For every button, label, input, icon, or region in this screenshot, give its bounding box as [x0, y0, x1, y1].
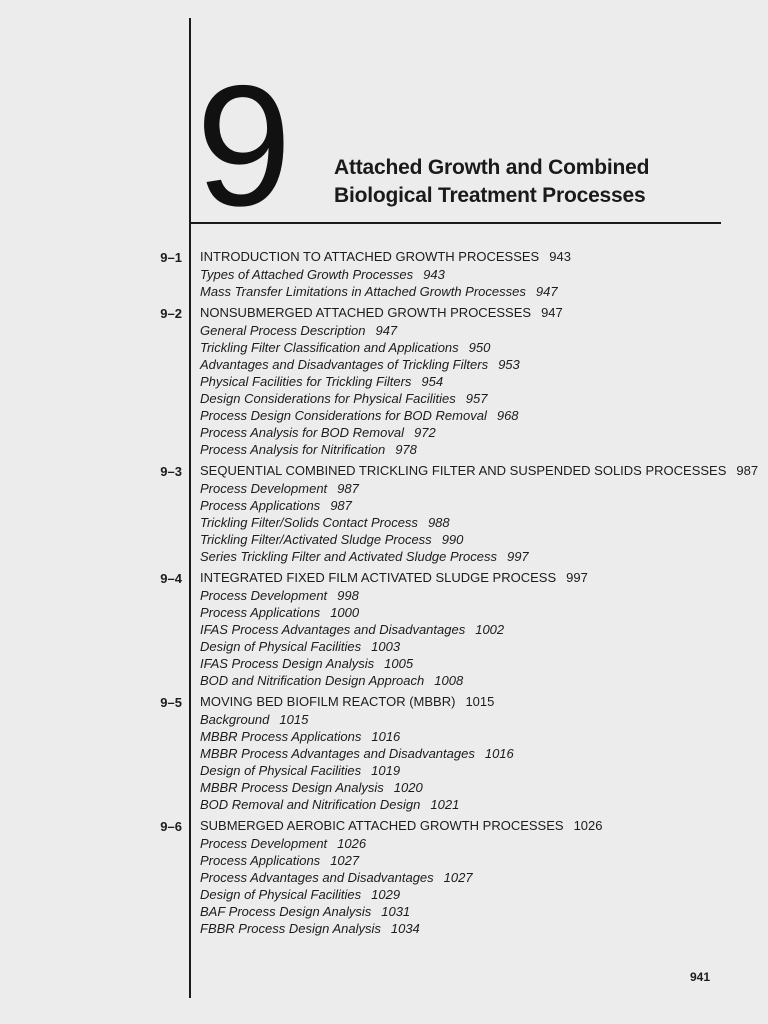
toc-entry: [200, 869, 768, 886]
toc-entry: [200, 587, 768, 604]
entry-page: 1008: [434, 673, 464, 688]
entry-title: Process Analysis for Nitrification: [200, 442, 386, 457]
entry-title: BOD and Nitrification Design Approach: [200, 673, 425, 688]
entry-page: 1016: [484, 746, 514, 761]
toc-entry: [200, 441, 768, 458]
entry-page: 987: [337, 481, 359, 496]
section-page: 987: [736, 463, 759, 478]
toc-entry: [200, 835, 768, 852]
section-heading: [200, 304, 768, 322]
entry-page: 988: [427, 515, 450, 530]
section-title: MOVING BED BIOFILM REACTOR (MBBR): [200, 694, 456, 709]
entry-title: Design of Physical Facilities: [200, 763, 362, 778]
chapter-title-line-2: Biological Treatment Processes: [334, 184, 646, 207]
entry-title: Process Applications: [200, 498, 321, 513]
section-page: 997: [566, 570, 588, 585]
section-number: 9–3: [160, 464, 182, 479]
page-number: 941: [690, 970, 711, 984]
entry-page: 1005: [384, 656, 414, 671]
toc-entry: [200, 655, 768, 672]
toc-entry: [200, 424, 768, 441]
section-heading: [200, 248, 768, 266]
toc-entry: [200, 480, 768, 497]
entry-page: 1029: [371, 887, 401, 902]
toc-entry: [200, 373, 768, 390]
entry-title: Design of Physical Facilities: [200, 887, 362, 902]
entry-page: 1027: [443, 870, 473, 885]
entry-title: Process Development: [200, 588, 328, 603]
entry-title: Background: [200, 712, 270, 727]
toc-entry: [200, 796, 768, 813]
section-title: INTEGRATED FIXED FILM ACTIVATED SLUDGE PROCESS: [200, 570, 557, 585]
entry-page: 997: [506, 549, 529, 564]
section-page: 1015: [465, 694, 495, 709]
section-number: 9–2: [160, 306, 182, 321]
entry-page: 1002: [475, 622, 505, 637]
entry-title: Process Applications: [200, 853, 321, 868]
entry-page: 1019: [371, 763, 401, 778]
entry-title: Types of Attached Growth Processes: [200, 267, 414, 282]
toc-entry: [200, 407, 768, 424]
entry-page: 998: [337, 588, 359, 603]
entry-page: 947: [535, 284, 558, 299]
entry-title: IFAS Process Design Analysis: [200, 656, 375, 671]
section-number: 9–4: [160, 571, 182, 586]
section-number: 9–1: [160, 250, 182, 265]
toc-entry: [200, 762, 768, 779]
chapter-title-line-1: Attached Growth and Combined: [334, 156, 650, 179]
entry-page: 972: [413, 425, 436, 440]
section-heading: [200, 817, 768, 835]
toc-entry: [200, 728, 768, 745]
section-number: 9–6: [160, 819, 182, 834]
section-title: NONSUBMERGED ATTACHED GROWTH PROCESSES: [200, 305, 532, 320]
toc-entry: [200, 266, 768, 283]
toc-section: [0, 248, 768, 300]
entry-page: 1000: [330, 605, 360, 620]
entry-title: Process Development: [200, 481, 328, 496]
entry-page: 957: [465, 391, 488, 406]
toc-entry: [200, 339, 768, 356]
entry-page: 978: [395, 442, 417, 457]
toc-entry: [200, 711, 768, 728]
entry-page: 990: [441, 532, 464, 547]
entry-page: 953: [498, 357, 520, 372]
entry-title: Process Design Considerations for BOD Removal: [200, 408, 487, 423]
entry-title: Process Applications: [200, 605, 321, 620]
entry-title: IFAS Process Advantages and Disadvantages: [200, 622, 466, 637]
entry-title: Process Development: [200, 836, 328, 851]
toc-entry: [200, 638, 768, 655]
toc-entry: [200, 531, 768, 548]
entry-page: 1015: [279, 712, 309, 727]
section-number: 9–5: [160, 695, 182, 710]
section-page: 1026: [573, 818, 603, 833]
entry-title: General Process Description: [200, 323, 366, 338]
entry-page: 1026: [337, 836, 367, 851]
entry-title: Design of Physical Facilities: [200, 639, 362, 654]
entry-title: MBBR Process Applications: [200, 729, 362, 744]
entry-title: Design Considerations for Physical Facilities: [200, 391, 456, 406]
entry-title: MBBR Process Design Analysis: [200, 780, 384, 795]
entry-title: Process Analysis for BOD Removal: [200, 425, 404, 440]
toc-entry: [200, 745, 768, 762]
toc-section: [0, 693, 768, 813]
section-page: 947: [541, 305, 563, 320]
entry-title: Process Advantages and Disadvantages: [200, 870, 434, 885]
section-page: 943: [549, 249, 571, 264]
entry-title: Physical Facilities for Trickling Filters: [200, 374, 412, 389]
toc-entry: [200, 283, 768, 300]
entry-title: MBBR Process Advantages and Disadvantages: [200, 746, 475, 761]
entry-page: 1034: [390, 921, 420, 936]
entry-page: 954: [421, 374, 444, 389]
entry-page: 1020: [393, 780, 423, 795]
entry-title: Advantages and Disadvantages of Trickling Filters: [200, 357, 489, 372]
entry-title: BAF Process Design Analysis: [200, 904, 372, 919]
section-title: SUBMERGED AEROBIC ATTACHED GROWTH PROCESSES: [200, 818, 564, 833]
entry-page: 968: [496, 408, 519, 423]
toc-entry: [200, 886, 768, 903]
toc-entry: [200, 497, 768, 514]
toc-entry: [200, 779, 768, 796]
entry-page: 1016: [371, 729, 401, 744]
toc-entry: [200, 356, 768, 373]
section-heading: [200, 569, 768, 587]
toc-entry: [200, 322, 768, 339]
toc-entry: [200, 920, 768, 937]
section-title: INTRODUCTION TO ATTACHED GROWTH PROCESSES: [200, 249, 540, 264]
entry-title: Trickling Filter Classification and Applications: [200, 340, 459, 355]
toc-entry: [200, 548, 768, 565]
entry-title: Trickling Filter/Activated Sludge Process: [200, 532, 432, 547]
table-of-contents: [0, 248, 768, 941]
section-heading: [200, 693, 768, 711]
section-title: SEQUENTIAL COMBINED TRICKLING FILTER AND SUSPENDED SOLIDS PROCESSES: [200, 463, 727, 478]
section-heading: [200, 462, 768, 480]
toc-entry: [200, 390, 768, 407]
entry-page: 943: [423, 267, 445, 282]
chapter-number: 9: [196, 50, 288, 242]
entry-page: 950: [468, 340, 491, 355]
entry-title: Series Trickling Filter and Activated Sludge Process: [200, 549, 497, 564]
toc-section: [0, 304, 768, 458]
toc-entry: [200, 621, 768, 638]
chapter-title: [334, 154, 649, 210]
entry-title: FBBR Process Design Analysis: [200, 921, 381, 936]
toc-entry: [200, 604, 768, 621]
toc-section: [0, 817, 768, 937]
toc-entry: [200, 514, 768, 531]
entry-page: 1031: [381, 904, 411, 919]
entry-page: 947: [375, 323, 398, 338]
entry-title: BOD Removal and Nitrification Design: [200, 797, 421, 812]
toc-entry: [200, 852, 768, 869]
toc-section: [0, 569, 768, 689]
entry-page: 1027: [330, 853, 360, 868]
entry-title: Mass Transfer Limitations in Attached Growth Processes: [200, 284, 526, 299]
entry-page: 987: [330, 498, 352, 513]
entry-page: 1003: [371, 639, 401, 654]
toc-entry: [200, 903, 768, 920]
entry-title: Trickling Filter/Solids Contact Process: [200, 515, 418, 530]
toc-section: [0, 462, 768, 565]
entry-page: 1021: [430, 797, 460, 812]
toc-entry: [200, 672, 768, 689]
